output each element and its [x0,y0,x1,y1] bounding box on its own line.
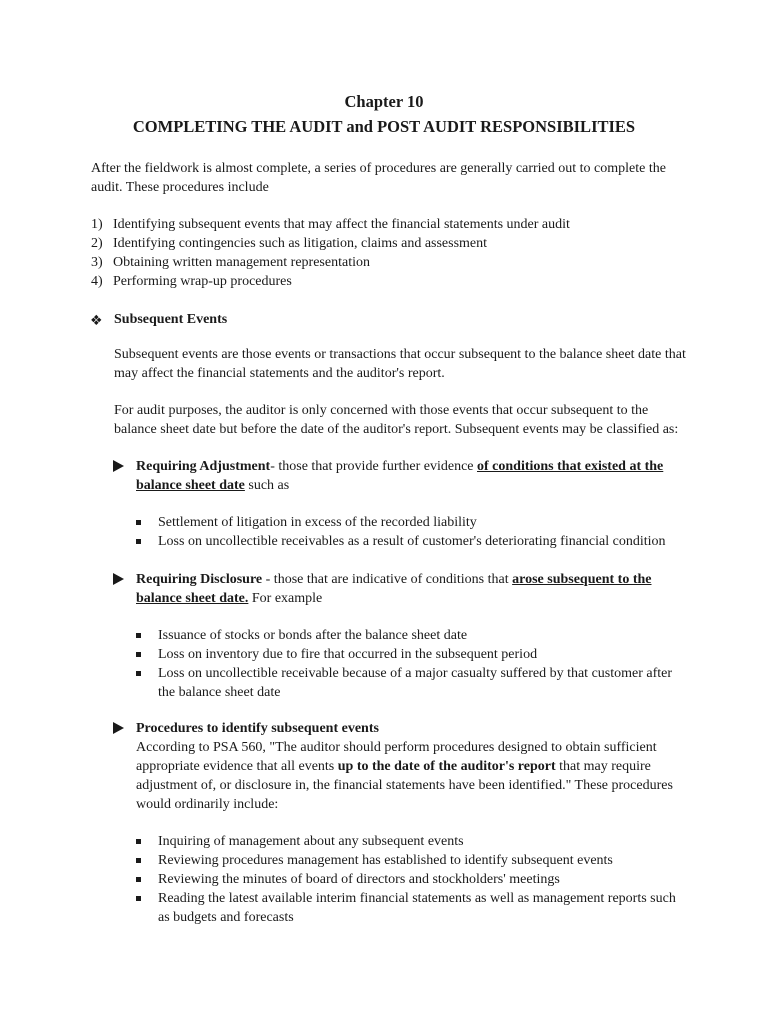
bullet-item-continuation: the balance sheet date [158,685,281,700]
disclosure-label: Requiring Disclosure [136,572,263,587]
procedures-line: According to PSA 560, "The auditor should perform procedures designed to obtain sufficient [136,740,657,755]
page-title: COMPLETING THE AUDIT and POST AUDIT RESPONSIBILITIES [132,117,636,136]
square-bullet-icon [136,858,141,863]
procedures-line: adjustment of, or disclosure in, the financial statements have been identified." These procedures [136,778,673,793]
square-bullet-icon [136,671,141,676]
list-item: Identifying subsequent events that may affect the financial statements under audit [113,217,570,232]
square-bullet-icon [136,633,141,638]
list-item: Performing wrap-up procedures [113,274,292,289]
list-item: Identifying contingencies such as litigation, claims and assessment [113,236,488,251]
disclosure-emphasis: balance sheet date. [136,591,249,606]
bullet-item: Reviewing procedures management has established to identify subsequent events [158,853,613,868]
intro-line-2: audit. These procedures include [91,180,269,195]
chapter-label: Chapter 10 [344,92,424,111]
list-number: 1) [91,217,103,232]
square-bullet-icon [136,896,141,901]
disclosure-line-1 [136,570,652,589]
procedures-label: Procedures to identify subsequent events [136,721,379,736]
arrow-bullet-icon [113,573,124,585]
bullet-item: Reviewing the minutes of board of directors and stockholders' meetings [158,872,560,887]
square-bullet-icon [136,539,141,544]
section-heading: Subsequent Events [114,312,228,327]
intro-line-1: After the fieldwork is almost complete, a series of procedures are generally carried out to complete the [91,161,666,176]
bullet-item-continuation: as budgets and forecasts [158,910,294,925]
square-bullet-icon [136,520,141,525]
paragraph-line: For audit purposes, the auditor is only concerned with those events that occur subsequent to the [114,403,649,418]
bullet-item: Loss on inventory due to fire that occurred in the subsequent period [158,647,538,662]
paragraph-line: balance sheet date but before the date of the auditor's report. Subsequent events may be classified as: [114,422,679,437]
square-bullet-icon [136,877,141,882]
disclosure-text: - those that are indicative of conditions that [262,572,513,587]
paragraph-line: Subsequent events are those events or transactions that occur subsequent to the balance sheet date that [114,347,686,362]
bullet-item: Loss on uncollectible receivable because of a major casualty suffered by that customer after [158,666,673,681]
adjustment-line-2 [136,476,289,495]
disclosure-emphasis: arose subsequent to the [512,572,652,587]
list-number: 3) [91,255,103,270]
arrow-bullet-icon [113,460,124,472]
bullet-item: Issuance of stocks or bonds after the balance sheet date [158,628,468,643]
paragraph-line: may affect the financial statements and the auditor's report. [114,366,445,381]
adjustment-emphasis: balance sheet date [136,478,245,493]
adjustment-text: - those that provide further evidence [270,459,477,474]
bullet-item: Loss on uncollectible receivables as a result of customer's deteriorating financial condition [158,534,666,549]
procedures-line [136,757,651,776]
square-bullet-icon [136,839,141,844]
bullet-item: Settlement of litigation in excess of the recorded liability [158,515,477,530]
diamond-bullet-icon: ❖ [90,313,103,329]
list-item: Obtaining written management representation [113,255,370,270]
disclosure-tail: For example [248,591,323,606]
adjustment-tail: such as [244,478,290,493]
adjustment-emphasis: of conditions that existed at the [477,459,664,474]
procedures-text: appropriate evidence that all events [136,759,338,774]
bullet-item: Inquiring of management about any subsequent events [158,834,464,849]
procedures-line: would ordinarily include: [136,797,279,812]
adjustment-line-1 [136,457,663,476]
procedures-text: that may require [555,759,651,774]
arrow-bullet-icon [113,722,124,734]
disclosure-line-2 [136,589,322,608]
adjustment-label: Requiring Adjustment [136,459,271,474]
square-bullet-icon [136,652,141,657]
list-number: 2) [91,236,103,251]
list-number: 4) [91,274,103,289]
bullet-item: Reading the latest available interim financial statements as well as management reports such [158,891,676,906]
procedures-emphasis: up to the date of the auditor's report [337,759,556,774]
